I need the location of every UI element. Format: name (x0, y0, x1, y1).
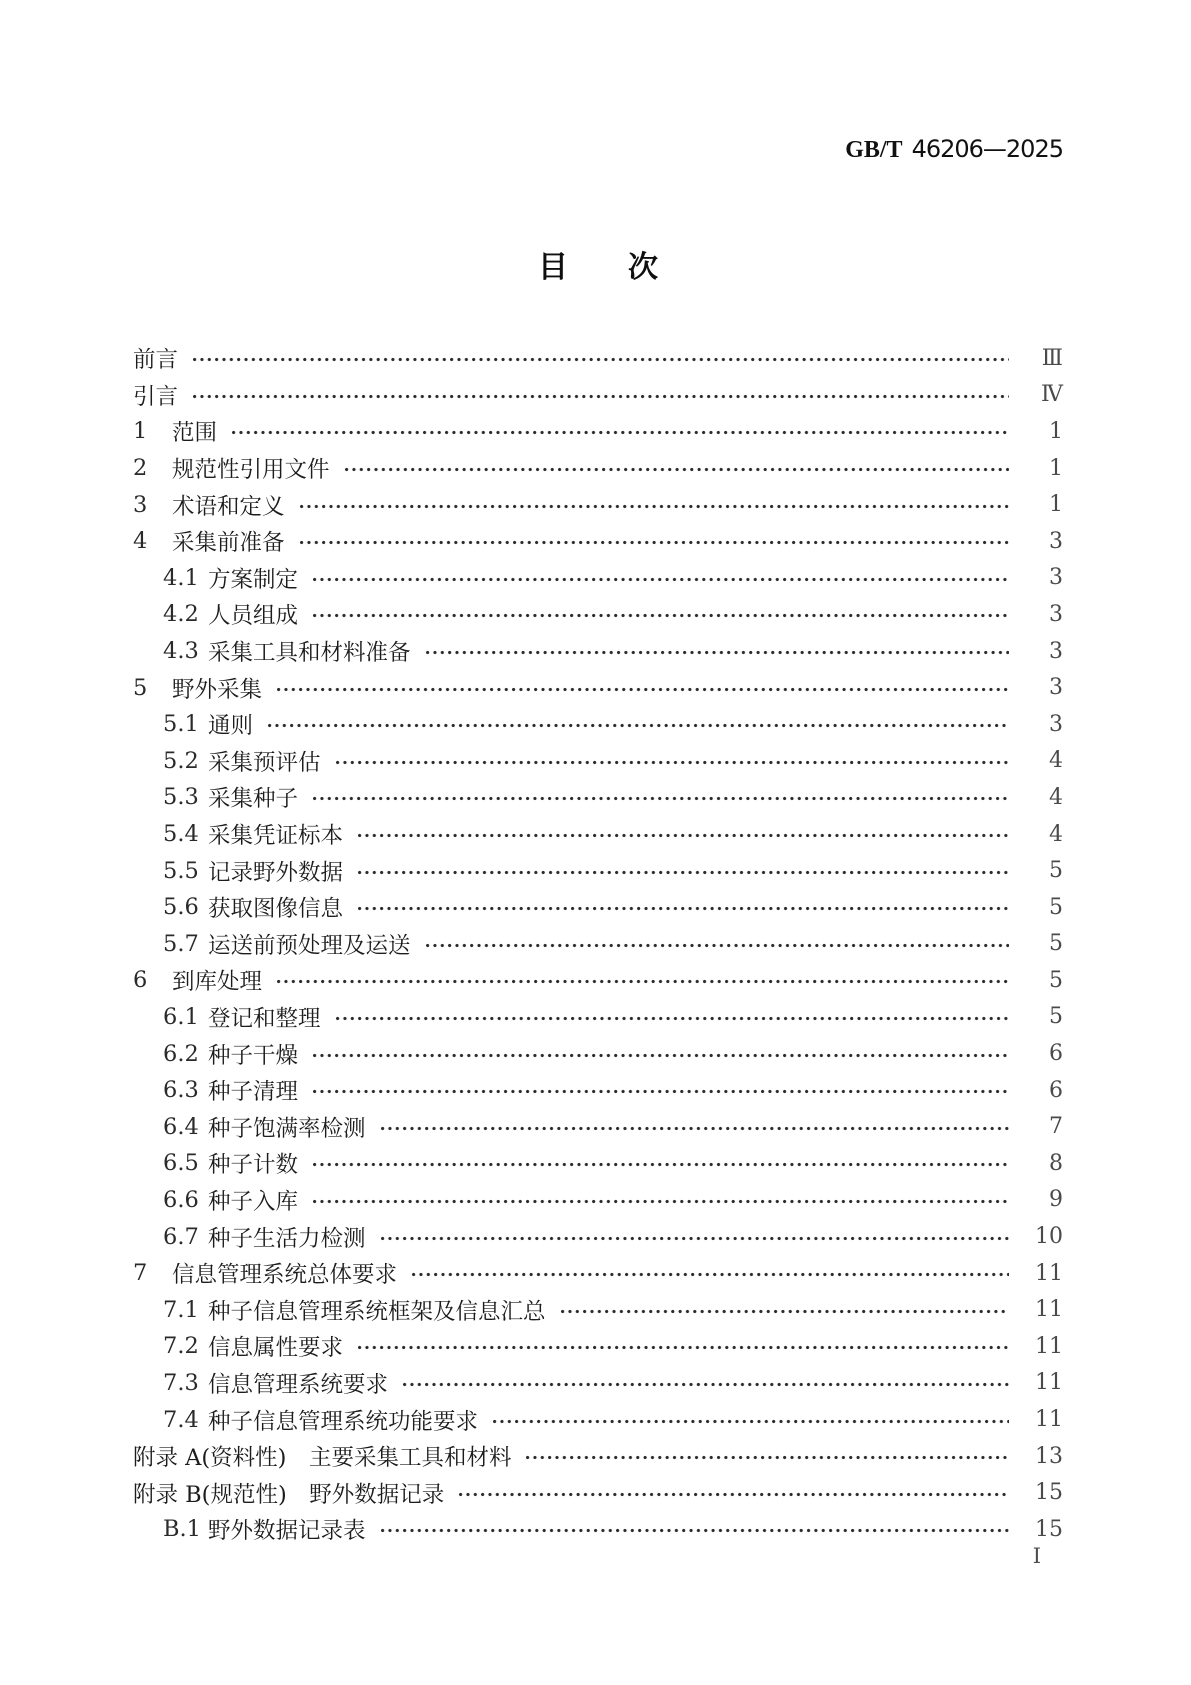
toc-entry-label: 记录野外数据 (208, 859, 344, 886)
toc-entry-page: 4 (1049, 784, 1063, 810)
toc-entry-page: 3 (1049, 638, 1063, 664)
toc-entry (133, 926, 1063, 963)
toc-entry (133, 1182, 1063, 1219)
toc-entry (133, 743, 1063, 780)
toc-entry (133, 1328, 1063, 1365)
toc-entry-page: 10 (1035, 1224, 1063, 1250)
standard-code (845, 135, 1063, 164)
toc-entry-label: 野外数据记录表 (208, 1518, 366, 1545)
toc-entry-label: 方案制定 (208, 566, 299, 593)
dot-leader (313, 1088, 1009, 1096)
dot-leader (412, 1271, 1009, 1279)
toc-entry (133, 779, 1063, 816)
toc-entry-page: 1 (1049, 455, 1063, 481)
toc-entry-number: 4.2 (163, 601, 199, 628)
dot-leader (358, 905, 1009, 913)
toc-entry-label: 种子干燥 (208, 1042, 299, 1069)
toc-entry-page: 6 (1049, 1077, 1063, 1103)
toc-entry-number: 4 (133, 528, 148, 555)
dot-leader (313, 1161, 1009, 1169)
toc-entry (133, 413, 1063, 450)
toc-entry-page: 3 (1049, 711, 1063, 737)
dot-leader (381, 1125, 1009, 1133)
toc-entry (133, 1035, 1063, 1072)
toc-entry-label: 采集预评估 (208, 749, 321, 776)
toc-entry-label: 到库处理 (172, 969, 263, 996)
toc-entry-page: Ⅳ (1041, 382, 1063, 408)
dot-leader (459, 1491, 1009, 1499)
toc-entry-number: 5.7 (163, 930, 199, 957)
toc-entry (133, 523, 1063, 560)
toc-entry-number: 6.1 (163, 1003, 199, 1030)
toc-entry-label: 通则 (208, 713, 254, 740)
toc-entry-number: 5.2 (163, 747, 199, 774)
toc-entry-page: 1 (1049, 492, 1063, 518)
toc-entry-number: 6.2 (163, 1040, 199, 1067)
dot-leader (358, 832, 1009, 840)
dot-leader (193, 393, 1009, 401)
toc-entry-number: 7.4 (163, 1406, 199, 1433)
table-of-contents (133, 340, 1063, 1548)
toc-entry-label: 种子信息管理系统框架及信息汇总 (208, 1298, 546, 1325)
toc-entry-page: 3 (1049, 675, 1063, 701)
toc-entry (133, 1108, 1063, 1145)
toc-entry-label: 术语和定义 (172, 493, 285, 520)
toc-entry-page: 1 (1049, 418, 1063, 444)
toc-entry-number: 7.2 (163, 1333, 199, 1360)
dot-leader (381, 1235, 1009, 1243)
toc-entry-label: 种子清理 (208, 1079, 299, 1106)
dot-leader (300, 503, 1009, 511)
toc-entry-page: 11 (1035, 1407, 1063, 1433)
toc-entry-number: 6 (133, 967, 148, 994)
toc-entry-label: 种子信息管理系统功能要求 (208, 1408, 479, 1435)
toc-entry-page: 11 (1035, 1370, 1063, 1396)
footer-page-number: Ⅰ (1032, 1544, 1041, 1568)
toc-entry-number: 5.4 (163, 821, 199, 848)
toc-entry-page: 8 (1049, 1150, 1063, 1176)
dot-leader (313, 576, 1009, 584)
toc-entry-page: 15 (1035, 1516, 1063, 1542)
dot-leader (526, 1454, 1009, 1462)
toc-entry-label: 信息管理系统要求 (208, 1371, 389, 1398)
dot-leader (358, 1344, 1009, 1352)
dot-leader (336, 759, 1009, 767)
toc-entry (133, 1401, 1063, 1438)
toc-entry (133, 1474, 1063, 1511)
toc-entry-page: 3 (1049, 565, 1063, 591)
toc-entry-page: 15 (1035, 1480, 1063, 1506)
toc-entry-label: 种子入库 (208, 1188, 299, 1215)
toc-entry-label: 附录 A(资料性) 主要采集工具和材料 (133, 1445, 512, 1472)
toc-entry (133, 669, 1063, 706)
toc-entry (133, 852, 1063, 889)
standard-code-number: 46206—2025 (911, 135, 1063, 163)
toc-entry-number: 6.4 (163, 1113, 199, 1140)
dot-leader (358, 869, 1009, 877)
toc-entry-label: 引言 (133, 383, 179, 410)
toc-entry-label: 采集前准备 (172, 530, 285, 557)
dot-leader (426, 942, 1009, 950)
toc-entry (133, 340, 1063, 377)
toc-entry (133, 706, 1063, 743)
toc-entry-label: 采集工具和材料准备 (208, 640, 411, 667)
toc-entry-label: 获取图像信息 (208, 896, 344, 923)
toc-entry (133, 596, 1063, 633)
toc-entry-number: 5.5 (163, 857, 199, 884)
toc-entry-number: 6.7 (163, 1223, 199, 1250)
toc-entry-page: 13 (1035, 1443, 1063, 1469)
toc-entry (133, 1365, 1063, 1402)
toc-entry-number: 4.1 (163, 564, 199, 591)
toc-entry-page: 11 (1035, 1260, 1063, 1286)
dot-leader (381, 1527, 1009, 1535)
page-title: 目 次 (538, 250, 658, 285)
toc-entry-number: 5.1 (163, 711, 199, 738)
toc-entry-label: 采集种子 (208, 786, 299, 813)
dot-leader (345, 466, 1009, 474)
toc-entry-number: 7 (133, 1260, 148, 1287)
toc-entry-number: 6.5 (163, 1150, 199, 1177)
toc-entry (133, 450, 1063, 487)
toc-entry (133, 560, 1063, 597)
toc-entry-number: 7.3 (163, 1369, 199, 1396)
toc-entry (133, 1218, 1063, 1255)
dot-leader (277, 978, 1009, 986)
toc-entry-label: 采集凭证标本 (208, 823, 344, 850)
toc-entry-label: 范围 (172, 420, 218, 447)
toc-entry-page: 5 (1049, 967, 1063, 993)
toc-entry-number: 5 (133, 674, 148, 701)
dot-leader (193, 356, 1009, 364)
dot-leader (268, 722, 1009, 730)
dot-leader (300, 539, 1009, 547)
toc-entry-page: Ⅲ (1041, 345, 1063, 371)
toc-entry-page: 4 (1049, 821, 1063, 847)
toc-entry-page: 5 (1049, 894, 1063, 920)
toc-entry-page: 7 (1049, 1114, 1063, 1140)
dot-leader (313, 1052, 1009, 1060)
dot-leader (426, 649, 1009, 657)
toc-entry-label: 运送前预处理及运送 (208, 932, 411, 959)
dot-leader (277, 686, 1009, 694)
toc-entry-page: 11 (1035, 1297, 1063, 1323)
toc-entry-number: 2 (133, 455, 148, 482)
dot-leader (313, 1198, 1009, 1206)
toc-entry-page: 3 (1049, 601, 1063, 627)
toc-entry-label: 前言 (133, 347, 179, 374)
toc-entry (133, 1438, 1063, 1475)
toc-entry (133, 633, 1063, 670)
dot-leader (313, 795, 1009, 803)
dot-leader (313, 612, 1009, 620)
standard-code-prefix: GB/T (845, 137, 903, 163)
toc-entry (133, 1255, 1063, 1292)
toc-entry (133, 1291, 1063, 1328)
toc-entry (133, 486, 1063, 523)
toc-entry-label: 信息管理系统总体要求 (172, 1262, 398, 1289)
toc-entry-page: 3 (1049, 528, 1063, 554)
toc-entry (133, 999, 1063, 1036)
toc-entry-label: 种子饱满率检测 (208, 1115, 366, 1142)
toc-entry (133, 962, 1063, 999)
toc-entry-page: 11 (1035, 1333, 1063, 1359)
toc-entry (133, 1072, 1063, 1109)
toc-entry-label: 人员组成 (208, 603, 299, 630)
toc-entry-page: 5 (1049, 1004, 1063, 1030)
toc-entry-number: 5.6 (163, 894, 199, 921)
dot-leader (493, 1418, 1009, 1426)
toc-entry-number: 5.3 (163, 784, 199, 811)
toc-entry-label: 规范性引用文件 (172, 457, 330, 484)
toc-entry (133, 816, 1063, 853)
toc-entry-number: 6.3 (163, 1077, 199, 1104)
toc-entry-label: 附录 B(规范性) 野外数据记录 (133, 1481, 445, 1508)
toc-entry (133, 377, 1063, 414)
toc-entry-number: 6.6 (163, 1186, 199, 1213)
dot-leader (403, 1381, 1009, 1389)
toc-entry-page: 5 (1049, 858, 1063, 884)
toc-entry-number: 3 (133, 491, 148, 518)
toc-entry-number: 7.1 (163, 1296, 199, 1323)
dot-leader (336, 1015, 1009, 1023)
toc-entry (133, 889, 1063, 926)
toc-entry (133, 1145, 1063, 1182)
toc-entry-label: 种子计数 (208, 1152, 299, 1179)
toc-entry-label: 信息属性要求 (208, 1335, 344, 1362)
toc-entry (133, 1511, 1063, 1548)
toc-entry-number: B.1 (163, 1516, 202, 1543)
toc-entry-number: 4.3 (163, 638, 199, 665)
toc-entry-label: 登记和整理 (208, 1005, 321, 1032)
toc-entry-label: 种子生活力检测 (208, 1225, 366, 1252)
toc-entry-label: 野外采集 (172, 676, 263, 703)
toc-entry-number: 1 (133, 418, 148, 445)
dot-leader (561, 1308, 1009, 1316)
dot-leader (232, 429, 1009, 437)
toc-entry-page: 4 (1049, 748, 1063, 774)
toc-entry-page: 9 (1049, 1187, 1063, 1213)
toc-entry-page: 5 (1049, 931, 1063, 957)
toc-entry-page: 6 (1049, 1041, 1063, 1067)
